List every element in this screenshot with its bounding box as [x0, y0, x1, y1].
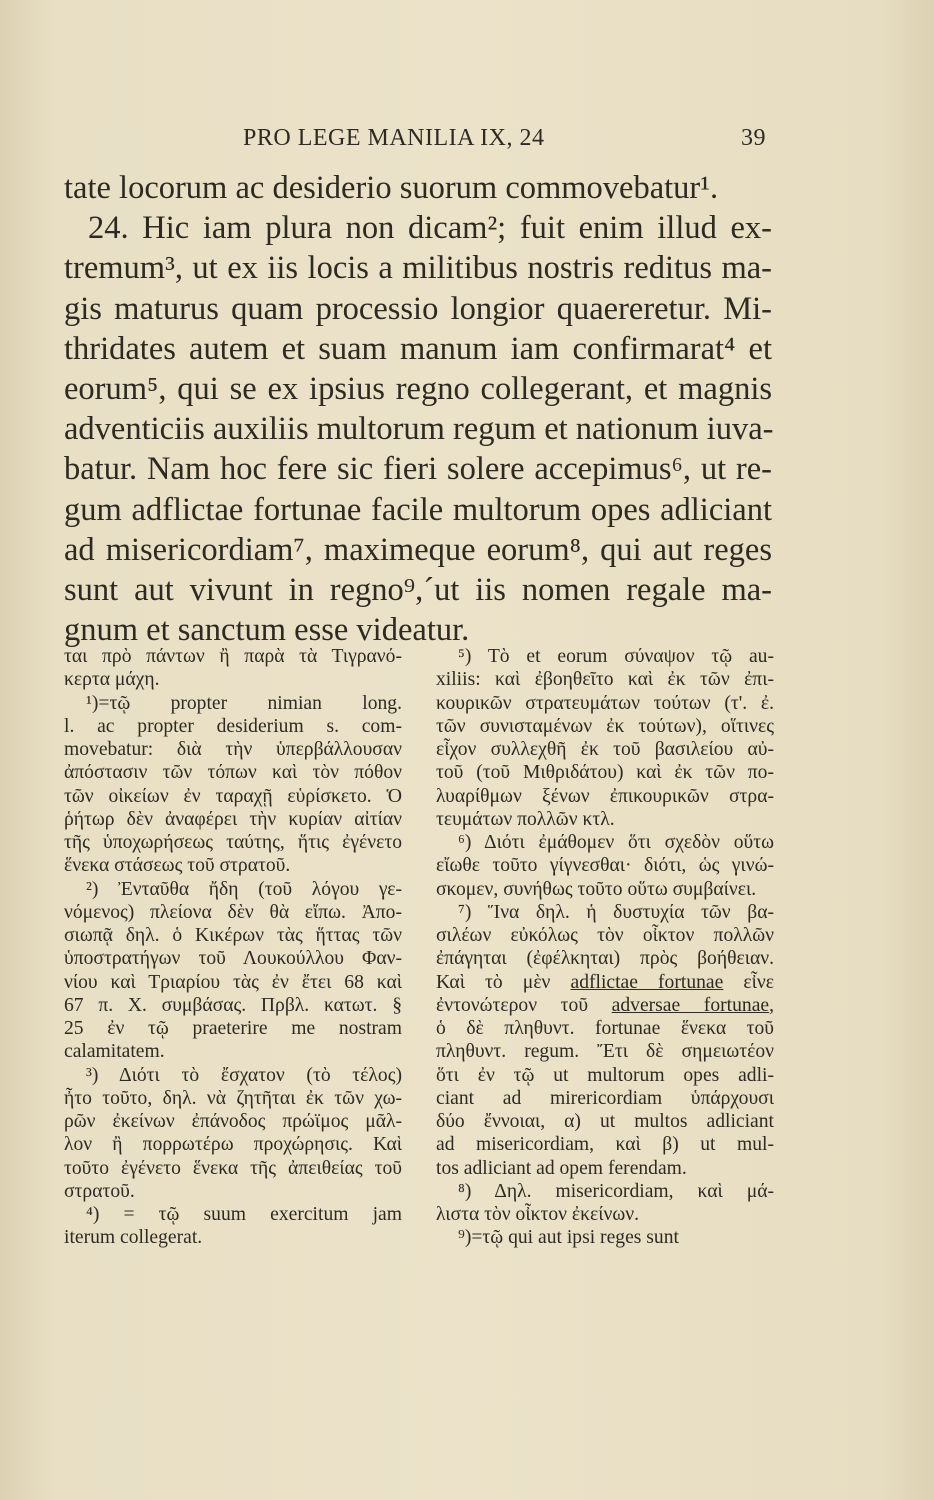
footnote-line: ὁ δὲ πληθυντ. fortunae ἕνεκα τοῦ: [436, 1018, 774, 1039]
footnote-line: ρῶν ἐκείνων ἐπάνοδος πρώϊμος μᾶλ-: [64, 1111, 402, 1132]
footnote-line: ciant ad mirericordiam ὑπάρχουσι: [436, 1087, 774, 1109]
footnote-line: Καὶ τὸ μὲν adflictae fortunae εἶνε: [436, 971, 774, 993]
main-text-line: 24. Hic iam plura non dicam²; fuit enim illud ex-: [88, 210, 772, 247]
footnotes-right-column: [436, 645, 774, 1250]
footnote-line: ⁴) = τῷ suum exercitum jam: [86, 1204, 402, 1225]
footnotes: [64, 645, 774, 1405]
main-text-line: ad misericordiam⁷, maximeque eorum⁸, qui aut reges: [64, 531, 772, 568]
running-head-title: PRO LEGE MANILIA IX, 24: [243, 125, 545, 151]
footnote-line: ται πρὸ πάντων ἢ παρὰ τὰ Τιγρανό-: [64, 646, 402, 667]
footnote-line: ¹)=τῷ propter nimian long.: [86, 692, 402, 714]
main-text-line: gis maturus quam processio longior quaereretur. Mi-: [64, 290, 772, 327]
footnote-line: τῶν οἰκείων ἐν ταραχῇ εὑρίσκετο. Ὁ: [64, 785, 402, 807]
footnote-line: νόμενος) πλείονα δὲν θὰ εἴπω. Ἀπο-: [64, 901, 402, 923]
footnote-line: ⁹)=τῷ qui aut ipsi reges sunt: [458, 1227, 679, 1249]
main-text-line: thridates autem et suam manum iam confirmarat⁴ et: [64, 330, 772, 367]
main-text-line: gnum et sanctum esse videatur.: [64, 612, 470, 649]
footnote-line: τῆς ὑποχωρήσεως ταύτης, ἥτις ἐγένετο: [64, 832, 402, 853]
footnote-line: tos adliciant ad opem ferendam.: [436, 1157, 687, 1179]
footnote-line: τοῦ (τοῦ Μιθριδάτου) καὶ ἐκ τῶν πο-: [436, 762, 774, 784]
footnote-line: movebatur: διὰ τὴν ὑπερβάλλουσαν: [64, 739, 402, 760]
footnote-line: l. ac propter desiderium s. com-: [64, 715, 402, 737]
footnote-line: ⁵) Τὸ et eorum σύναψον τῷ au-: [458, 646, 774, 667]
footnote-line: λον ἢ πορρωτέρω προχώρησις. Καὶ: [64, 1134, 402, 1156]
footnote-line: τοῦτο ἐγένετο ἕνεκα τῆς ἀπειθείας τοῦ: [64, 1157, 402, 1179]
footnote-line: iterum collegerat.: [64, 1227, 203, 1249]
footnote-line: λιστα τὸν οἶκτον ἐκείνων.: [436, 1204, 640, 1225]
footnotes-left-column: [64, 645, 402, 1250]
main-text-line: batur. Nam hoc fere sic fieri solere accepimus⁶, ut re-: [64, 451, 772, 488]
footnote-line: ἕνεκα στάσεως τοῦ στρατοῦ.: [64, 855, 291, 877]
footnote-line: τευμάτων πολλῶν κτλ.: [436, 808, 615, 830]
footnote-line: ⁶) Διότι ἐμάθομεν ὅτι σχεδὸν οὕτω: [458, 832, 774, 853]
footnote-line: calamitatem.: [64, 1041, 165, 1063]
footnote-line: κερτα μάχη.: [64, 669, 160, 691]
footnote-line: εἶχον συλλεχθῆ ἐκ τοῦ βασιλείου αὐ-: [436, 739, 774, 760]
footnote-line: ⁸) Δηλ. misericordiam, καὶ μά-: [458, 1180, 774, 1202]
main-text-line: adventiciis auxiliis multorum regum et nationum iuva-: [64, 411, 774, 448]
main-text-line: tremum³, ut ex iis locis a militibus nostris reditus ma-: [64, 250, 772, 287]
footnote-line: 67 π. Χ. συμβάσας. Πρβλ. κατωτ. §: [64, 994, 402, 1016]
footnote-line: πληθυντ. regum. Ἔτι δὲ σημειωτέον: [436, 1041, 774, 1063]
footnote-line: κουρικῶν στρατευμάτων τούτων (τ'. ἐ.: [436, 692, 774, 714]
page-number: 39: [741, 125, 766, 151]
footnote-line: 25 ἐν τῷ praeterire me nostram: [64, 1018, 402, 1039]
main-text-line: tate locorum ac desiderio suorum commovebatur¹.: [64, 170, 719, 206]
footnote-line: xiliis: καὶ ἐβοηθεῖτο καὶ ἐκ τῶν ἐπι-: [436, 669, 774, 691]
main-text-block: [64, 168, 772, 650]
footnote-line: σιλέων εὐκόλως τὸν οἶκτον πολλῶν: [436, 925, 774, 946]
footnote-line: ἀπόστασιν τῶν τόπων καὶ τὸν πόθον: [64, 762, 402, 784]
footnote-line: ὑποστρατήγων τοῦ Λουκούλλου Φαν-: [64, 948, 402, 970]
footnote-line: ²) Ἐνταῦθα ἤδη (τοῦ λόγου γε-: [86, 878, 402, 900]
footnote-line: δύο ἔννοιαι, α) ut multos adliciant: [436, 1111, 774, 1132]
footnote-line: ἐντονώτερον τοῦ adversae fortunae,: [436, 994, 774, 1016]
footnote-line: ad misericordiam, καὶ β) ut mul-: [436, 1134, 774, 1156]
main-text-line: gum adflictae fortunae facile multorum opes adliciant: [64, 491, 772, 528]
footnote-line: ⁷) Ἵνα δηλ. ἡ δυστυχία τῶν βα-: [458, 901, 774, 923]
footnote-line: εἴωθε τοῦτο γίγνεσθαι· διότι, ὡς γινώ-: [436, 855, 774, 877]
footnote-line: στρατοῦ.: [64, 1180, 135, 1202]
footnote-line: ὅτι ἐν τῷ ut multorum opes adli-: [436, 1064, 774, 1086]
footnote-line: ἐπάγηται (ἐφέλκηται) πρὸς βοήθειαν.: [436, 948, 774, 970]
main-text-line: eorum⁵, qui se ex ipsius regno collegerant, et magnis: [64, 370, 772, 407]
footnote-line: λυαρίθμων ξένων ἐπικουρικῶν στρα-: [436, 785, 774, 807]
footnote-line: σιωπᾷ δηλ. ὁ Κικέρων τὰς ἥττας τῶν: [64, 925, 402, 946]
footnote-line: σκομεν, συνήθως τοῦτο οὕτω συμβαίνει.: [436, 878, 757, 900]
footnote-line: νίου καὶ Τριαρίου τὰς ἐν ἔτει 68 καὶ: [64, 971, 402, 993]
footnote-line: ῥήτωρ δὲν ἀναφέρει τὴν κυρίαν αἰτίαν: [64, 808, 402, 830]
footnote-line: τῶν συνισταμένων ἐκ τούτων), οἵτινες: [436, 715, 774, 737]
footnote-line: ἦτο τοῦτο, δηλ. νὰ ζητῆται ἐκ τῶν χω-: [64, 1087, 402, 1109]
footnote-line: ³) Διότι τὸ ἔσχατον (τὸ τέλος): [86, 1064, 402, 1086]
main-text-line: sunt aut vivunt in regno⁹,´ut iis nomen regale ma-: [64, 571, 772, 608]
